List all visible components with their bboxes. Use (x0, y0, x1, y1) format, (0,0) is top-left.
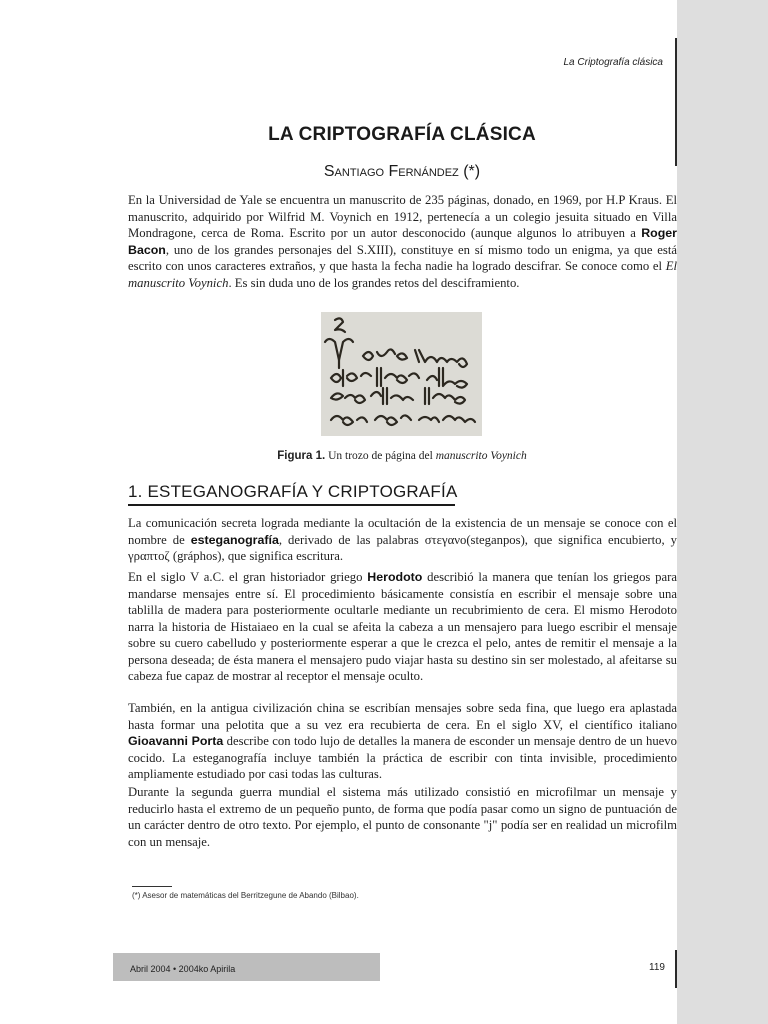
name-roger-bacon: Roger Bacon (128, 226, 677, 257)
running-title: La Criptografía clásica (563, 57, 663, 68)
voynich-manuscript-image (321, 312, 482, 436)
section-underline (128, 504, 455, 506)
paragraph-microfilm: Durante la segunda guerra mundial el sistema más utilizado consistió en microfilmar un mensaje y reducirlo hasta el extremo de un pequeño punto, de forma que podía pasar como un signo de puntuación de un carácter dentro de otro texto. Por ejemplo, el punto de consonante "j" podía ser en realidad un microfilm con un mensaje. (128, 785, 677, 849)
page-number: 119 (649, 962, 665, 973)
paragraph-esteganografia: La comunicación secreta lograda mediante la ocultación de la existencia de un mensaje se conoce con el nombre de esteganografía, derivado de las palabras στεγανο(steganpos), que significa encubierto, y γραπτοζ (gráphos), que significa escritura. (128, 516, 677, 563)
article-title: LA CRIPTOGRAFÍA CLÁSICA (268, 124, 536, 145)
intro-paragraph: En la Universidad de Yale se encuentra un manuscrito de 235 páginas, donado, en 1969, por H.P Kraus. El manuscrito, adquirido por Wilfrid M. Voynich en 1912, pertenecía a un colegio jesuita situado en Villa Mondragone, cerca de Roma. Escrito por un autor desconocido (aunque algunos lo atribuyen a Roger Bacon, uno de los grandes personajes del S.XIII), constituye en sí mismo todo un enigma, ya que está escrito con unos caracteres extraños, y que hasta la fecha nadie ha logrado descifrar. Se conoce como el El manuscrito Voynich. Es sin duda uno de los grandes retos del desciframiento. (128, 193, 677, 290)
margin-rule-bottom (675, 950, 677, 988)
footer-date: Abril 2004 • 2004ko Apirila (130, 964, 236, 974)
footnote: (*) Asesor de matemáticas del Berritzegune de Abando (Bilbao). (132, 891, 359, 900)
section-heading: 1. ESTEGANOGRAFÍA Y CRIPTOGRAFÍA (128, 482, 458, 501)
paragraph-china-porta: También, en la antigua civilización china se escribían mensajes sobre seda fina, que luego era aplastada hasta formar una pelotita que a su vez era recubierta de cera. En el siglo XV, el científico italiano Gioavanni Porta describe con todo lujo de detalles la manera de esconder un mensaje dentro de un huevo cocido. La esteganografía incluye también la práctica de escribir con tinta invisible, procedimiento ampliamente estudiado por casi todas las culturas. (128, 701, 677, 781)
paragraph-herodoto: En el siglo V a.C. el gran historiador griego Herodoto describió la manera que tenían los griegos para mandarse mensajes entre sí. El procedimiento básicamente consistía en escribir el mensaje sobre una tablilla de madera para posteriormente ocultarle mediante un recubrimiento de cera. El mismo Herodoto narra la historia de Histaiaeo en la cual se afeita la cabeza a un mensajero para luego escribir el mensaje sobre su cuero cabelludo y posteriormente esperar a que le crezca el pelo, antes de remitir el mensaje a la persona deseada; de ésta manera el mensajero pudo viajar hasta su destino sin ser molestado, al afeitarse su cabeza fue capaz de mostrar al receptor el mensaje oculto. (128, 570, 677, 683)
figure-label: Figura 1. (277, 450, 326, 462)
margin-rule-top (675, 38, 677, 166)
greek-word-graptos: γραπτοζ (128, 549, 170, 563)
footnote-rule (132, 886, 172, 887)
article-author: Santiago Fernández (*) (323, 163, 481, 180)
greek-word-stegano: στεγανο (424, 532, 467, 547)
figure-caption: Figura 1. Un trozo de página del manuscrito Voynich (277, 450, 527, 462)
right-margin-strip (677, 0, 768, 1024)
